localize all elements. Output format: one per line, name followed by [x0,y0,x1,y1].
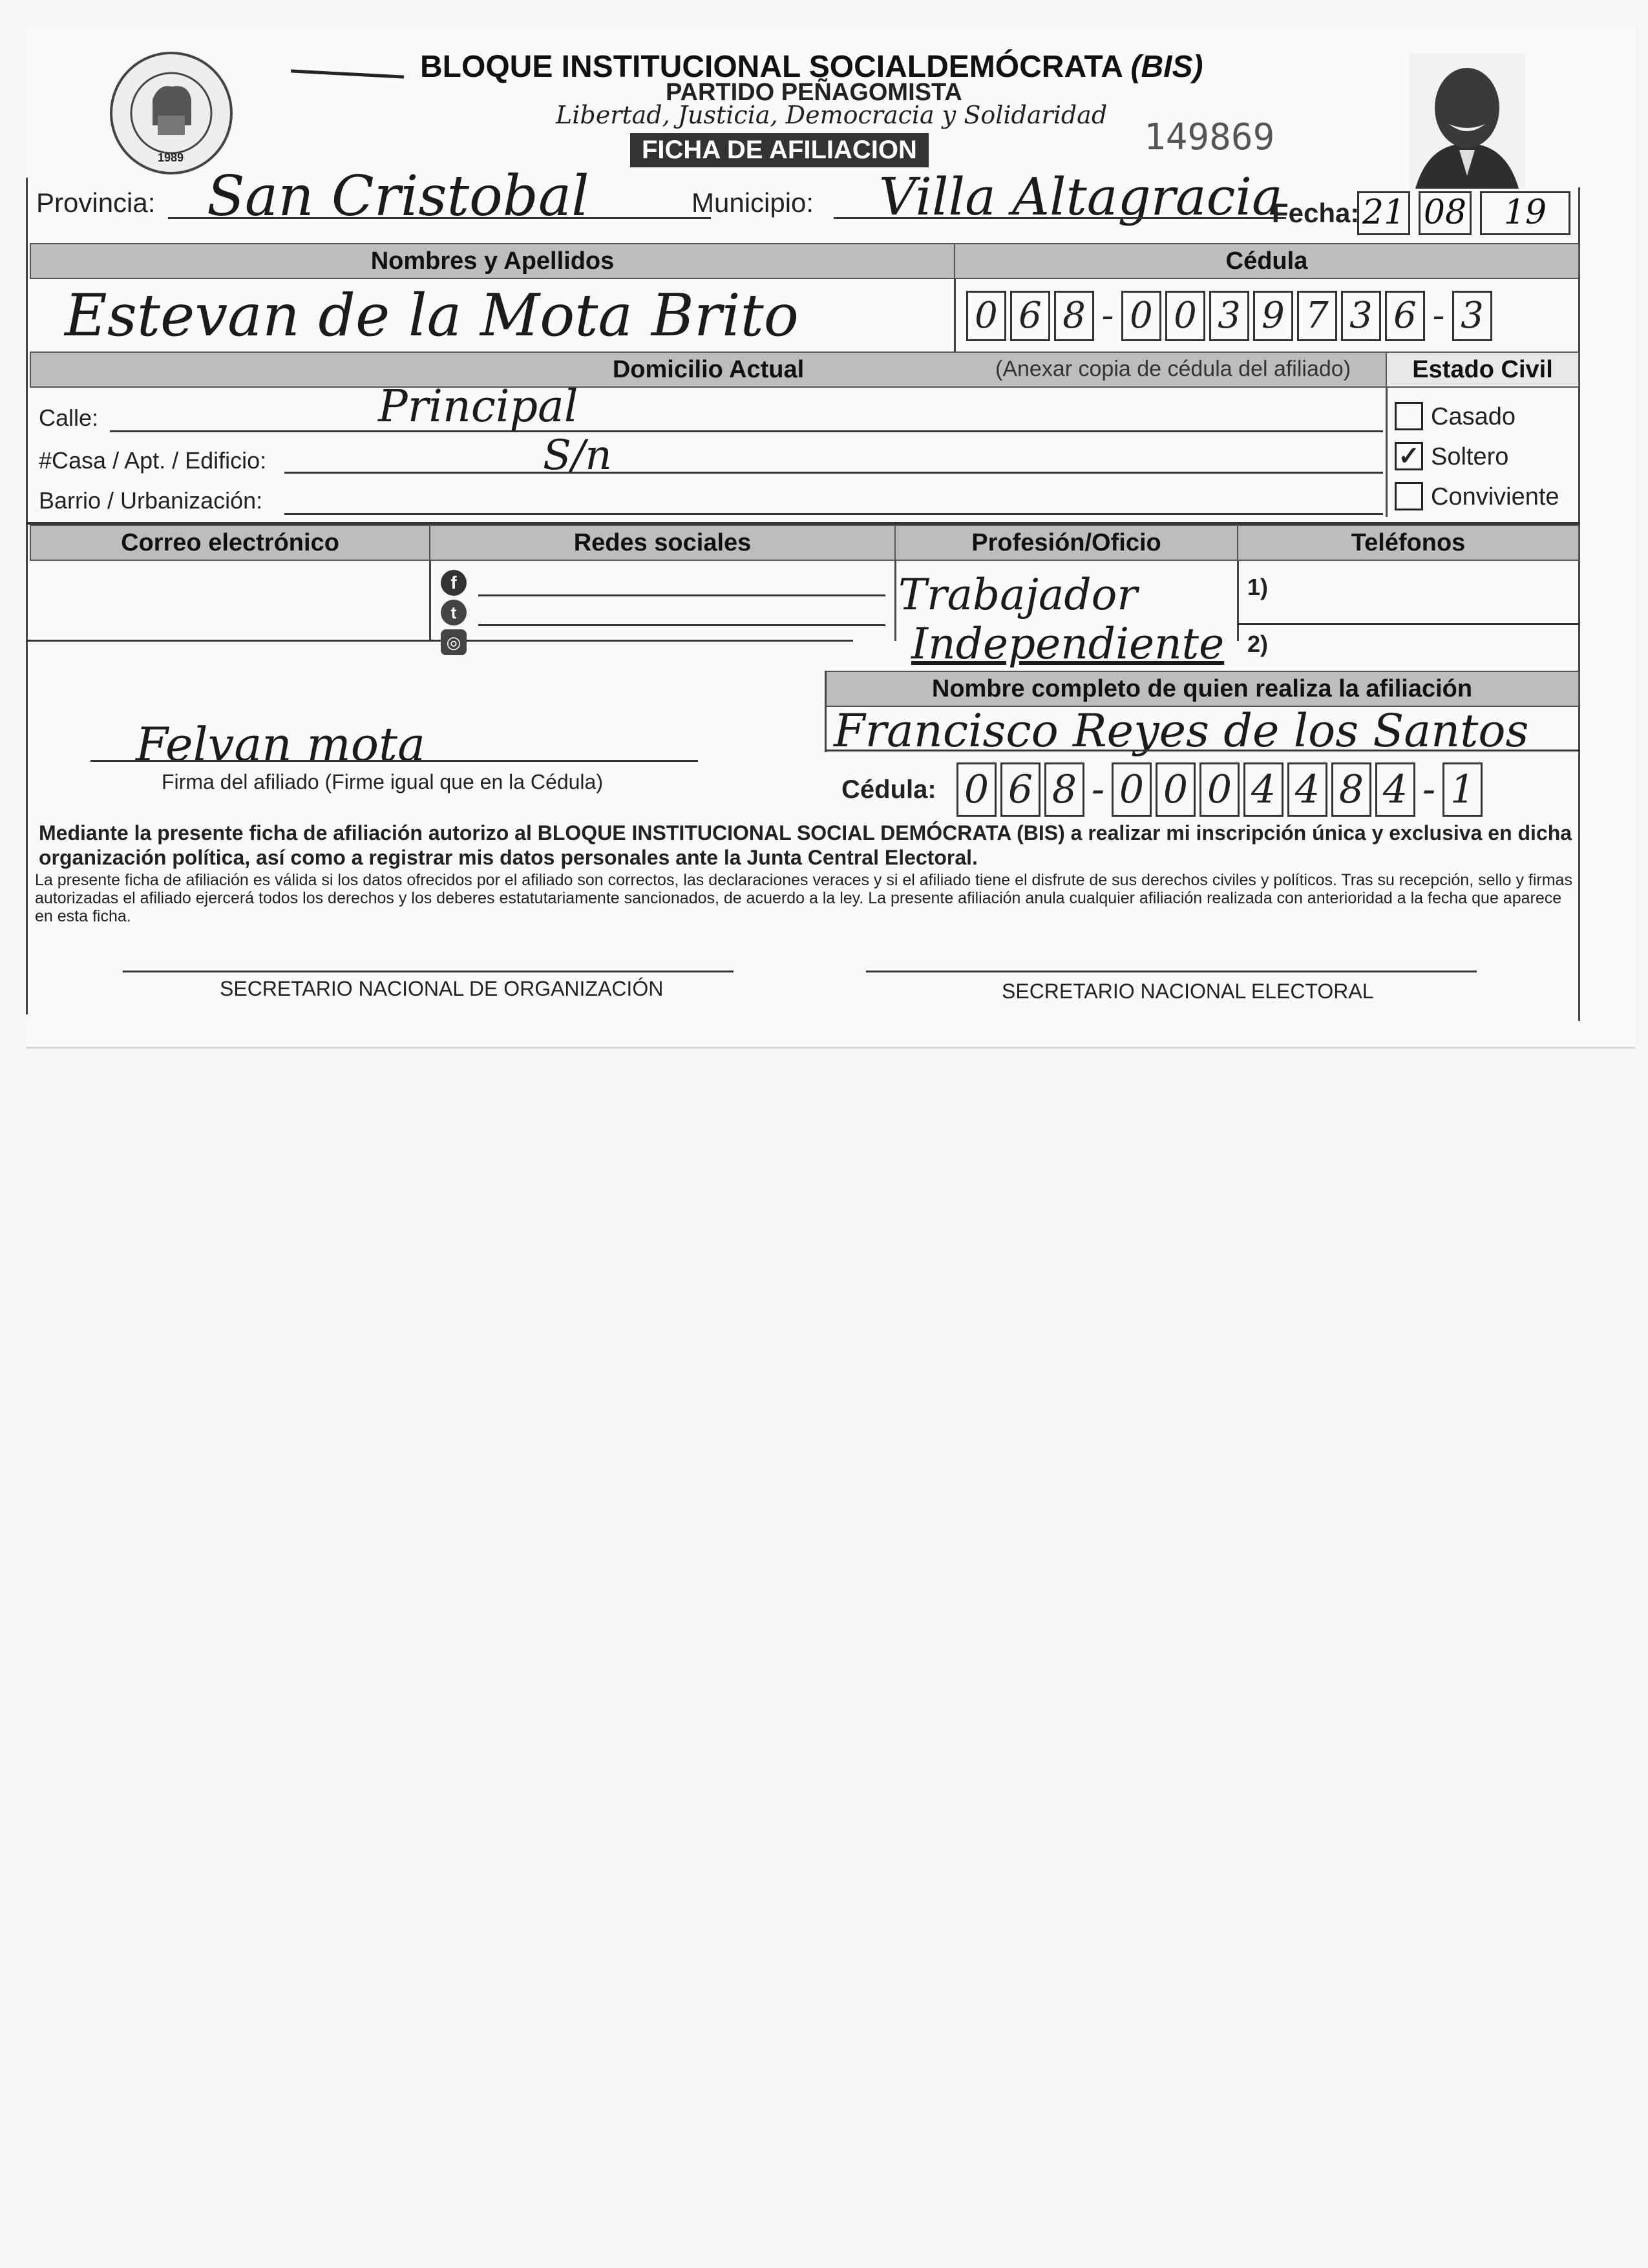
casa-label: #Casa / Apt. / Edificio: [39,447,267,474]
cedula-digit-box[interactable]: 8 [1331,762,1371,817]
org-name: BLOQUE INSTITUCIONAL SOCIALDEMÓCRATA [420,50,1123,84]
signature-line [90,760,698,762]
party-name: PARTIDO PEÑAGOMISTA [666,79,962,106]
profession-header: Profesión/Oficio [894,525,1238,561]
affiliator-left-border [825,671,827,752]
municipio-label: Municipio: [692,187,814,218]
affiliator-header: Nombre completo de quien realiza la afiliación [825,671,1579,707]
fecha-month[interactable]: 08 [1419,191,1472,235]
affiliator-value[interactable]: Francisco Reyes de los Santos [834,704,1529,757]
municipio-value[interactable]: Villa Altagracia [879,167,1283,227]
provincia-line [168,217,711,219]
provincia-label: Provincia: [36,187,156,218]
leader-portrait [1409,53,1525,189]
phones-header: Teléfonos [1237,525,1579,561]
names-header: Nombres y Apellidos [30,243,955,279]
profession-value-line2[interactable]: Independiente [911,619,1225,669]
header-dash [291,69,404,78]
signature-caption: Firma del afiliado (Firme igual que en la Cédula) [162,770,603,793]
cedula-digit-box[interactable]: 0 [966,291,1006,341]
civil-status-option[interactable] [1395,441,1576,473]
facebook-icon[interactable]: f [441,570,467,596]
civil-status-options [1395,401,1576,517]
municipio-line [834,217,1286,219]
names-value[interactable]: Estevan de la Mota Brito [65,282,799,350]
social-profession-divider [894,561,896,641]
phone1-label: 1) [1247,574,1269,600]
civil-status-checkbox[interactable] [1395,402,1423,430]
cedula-digit-box[interactable]: 4 [1287,762,1327,817]
affiliate-signature[interactable]: Felvan mota [136,717,425,772]
civil-status-label: Conviviente [1431,483,1559,510]
instagram-icon[interactable]: ◎ [441,629,467,655]
cedula-separator: - [1101,295,1114,337]
twitter-line [478,624,885,626]
civil-status-label: Casado [1431,403,1516,430]
cedula-boxes [966,291,1574,342]
seal-year: 1989 [158,151,184,164]
cedula-digit-box[interactable]: 6 [1000,762,1041,817]
calle-label: Calle: [39,404,99,431]
serial-number: 149869 [1144,116,1275,158]
affiliation-form [26,26,1635,1049]
cedula-digit-box[interactable]: 6 [1385,291,1425,341]
calle-value[interactable]: Principal [378,381,578,432]
calle-line [110,430,1383,432]
cedula-digit-box[interactable]: 0 [1199,762,1240,817]
profession-value-line1[interactable]: Trabajador [898,570,1137,620]
civil-status-option[interactable] [1395,481,1576,513]
legal-small-text: La presente ficha de afiliación es válida si los datos ofrecidos por el afiliado son correctos, las declaraciones veraces y si el afiliado tiene el disfrute de sus derechos civiles y políticos. Tras su recepción, sello y firmas autorizadas el afiliado ejercerá todos los derechos y los deberes estatutariamente sancionados, de acuerdo a la ley. La presente afiliación anula cualquier afiliación realizada con anterioridad a la fecha que aparece en esta ficha. [35,871,1572,925]
legal-bold-text: Mediante la presente ficha de afiliación autorizo al BLOQUE INSTITUCIONAL SOCIAL DEMÓCRATA (BIS) a realizar mi inscripción única y exclusiva en dicha organización política, así como a registrar mis datos personales ante la Junta Central Electoral. [39,821,1572,869]
cedula-header: Cédula [954,243,1579,279]
casa-line [284,472,1383,474]
cedula-separator: - [1091,767,1105,812]
cedula-digit-box[interactable]: 0 [1112,762,1152,817]
fecha-day[interactable]: 21 [1357,191,1410,235]
civil-status-option[interactable] [1395,401,1576,433]
domicilio-header: Domicilio Actual [30,352,1387,388]
form-title: FICHA DE AFILIACION [630,133,929,167]
cedula-digit-box[interactable]: 8 [1054,291,1094,341]
cedula-digit-box[interactable]: 0 [1165,291,1205,341]
estado-civil-header: Estado Civil [1386,352,1579,388]
estado-civil-divider [1386,388,1388,517]
social-header: Redes sociales [429,525,896,561]
fecha-label: Fecha: [1272,198,1360,228]
email-social-divider [429,561,431,641]
cedula-digit-box[interactable]: 4 [1375,762,1415,817]
party-seal [110,52,233,174]
twitter-icon[interactable]: t [441,600,467,625]
cedula-digit-box[interactable]: 7 [1297,291,1337,341]
cedula-digit-box[interactable]: 3 [1341,291,1381,341]
left-signature-label: SECRETARIO NACIONAL DE ORGANIZACIÓN [220,977,664,1000]
civil-status-checkbox[interactable] [1395,482,1423,510]
right-footer-line [866,971,1477,972]
left-footer-line [123,971,734,972]
cedula-digit-box[interactable]: 3 [1209,291,1249,341]
cedula-digit-box[interactable]: 0 [1156,762,1196,817]
cedula-digit-box[interactable]: 6 [1010,291,1050,341]
profession-phone-divider [1237,561,1239,641]
barrio-label: Barrio / Urbanización: [39,487,263,514]
cedula-separator: - [1432,295,1445,337]
right-signature-label: SECRETARIO NACIONAL ELECTORAL [1002,980,1374,1003]
email-header: Correo electrónico [30,525,430,561]
affiliator-cedula-boxes [956,762,1577,818]
cedula-digit-box[interactable]: 9 [1253,291,1293,341]
facebook-line [478,594,885,596]
cedula-digit-box[interactable]: 0 [1121,291,1161,341]
cedula-digit-box[interactable]: 1 [1442,762,1483,817]
provincia-value[interactable]: San Cristobal [207,164,589,229]
affiliator-cedula-label: Cédula: [841,775,936,804]
motto: Libertad, Justicia, Democracia y Solidaridad [556,101,1108,129]
cedula-separator: - [1422,767,1436,812]
phone2-label: 2) [1247,631,1269,657]
form-left-border [26,178,28,1014]
phone1-line [1237,623,1579,625]
civil-status-checkbox[interactable]: ✓ [1395,442,1423,470]
cedula-digit-box[interactable]: 3 [1452,291,1492,341]
fecha-year[interactable]: 19 [1480,191,1570,235]
org-abbr: (BIS) [1130,50,1203,84]
affiliator-line [825,750,1579,751]
casa-value[interactable]: S/n [543,432,612,479]
cedula-digit-box[interactable]: 8 [1044,762,1084,817]
cedula-digit-box[interactable]: 0 [956,762,997,817]
copy-note: (Anexar copia de cédula del afiliado) [995,357,1351,381]
barrio-line [284,513,1383,515]
cedula-digit-box[interactable]: 4 [1243,762,1284,817]
civil-status-label: Soltero [1431,443,1509,470]
contact-bottom-line [26,640,853,642]
